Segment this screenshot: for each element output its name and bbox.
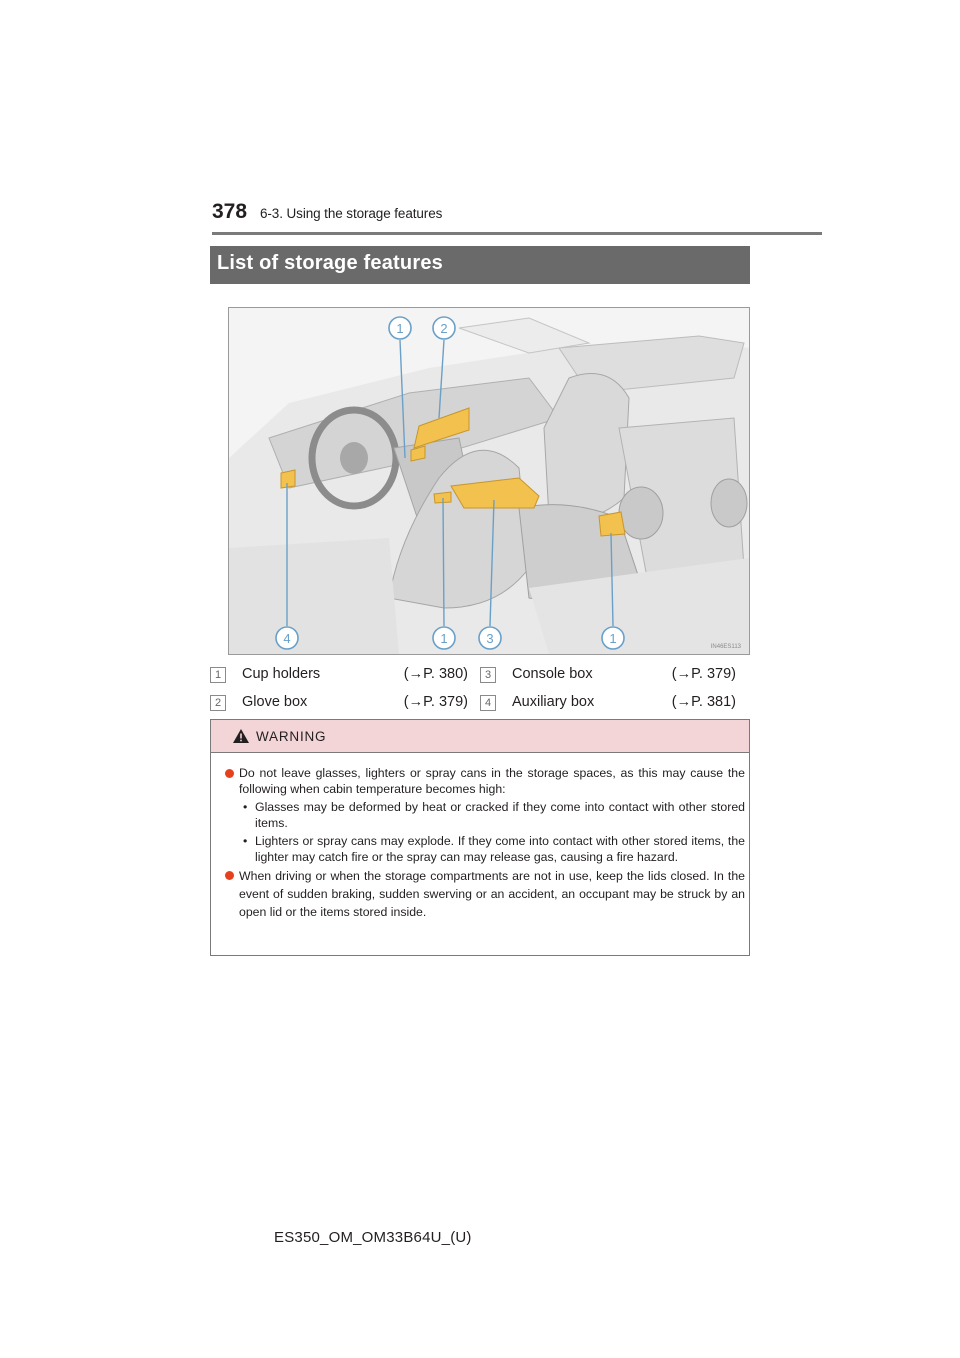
warning-sub-text: Lighters or spray cans may explode. If they come into contact with other stored items, the lighter may catch fire or the spray can may release gas, causing a fire hazard.	[255, 834, 745, 864]
legend-item-auxiliary-box	[480, 692, 736, 714]
legend-name: Glove box	[242, 694, 308, 710]
page-title: List of storage features	[217, 252, 443, 274]
warning-box	[210, 719, 750, 956]
legend-number: 3	[480, 667, 496, 683]
interior-figure	[228, 307, 750, 655]
callout-3-bottom: 3	[486, 631, 494, 646]
warning-sub-text: Glasses may be deformed by heat or cracked if they come into contact with other stored items.	[255, 800, 745, 830]
legend-item-console-box	[480, 664, 736, 686]
image-code: IN46ES113	[710, 644, 741, 650]
section-title: 6-3. Using the storage features	[260, 206, 443, 221]
warning-title: WARNING	[256, 729, 327, 744]
warning-header	[211, 720, 749, 753]
sub-bullet-marker: •	[243, 800, 248, 814]
warning-bullet-text: When driving or when the storage compartments are not in use, keep the lids closed. In the event of sudden braking, sudden swerving or an accident, an occupant may be struck by an open lid or the items stored inside.	[239, 869, 745, 919]
car-interior-illustration	[229, 308, 749, 654]
legend-item-glove-box	[210, 692, 468, 714]
page-number: 378	[212, 200, 248, 223]
legend-number: 2	[210, 695, 226, 711]
footer-code: ES350_OM_OM33B64U_(U)	[274, 1229, 472, 1246]
legend-name: Auxiliary box	[512, 694, 595, 710]
legend-page-ref[interactable]: (→P. 379)	[671, 666, 736, 682]
warning-body	[225, 765, 745, 921]
callout-1-bottom-right: 1	[609, 631, 617, 646]
callout-4-bottom: 4	[283, 631, 291, 646]
warning-sub-item	[225, 833, 745, 865]
callout-1-bottom-left: 1	[440, 631, 448, 646]
callout-1-top: 1	[396, 321, 404, 336]
warning-bullet	[225, 867, 745, 921]
warning-bullet	[225, 765, 745, 797]
callout-2-top: 2	[440, 321, 448, 336]
legend-page-ref[interactable]: (→P. 381)	[671, 694, 736, 710]
warning-triangle-icon	[232, 728, 250, 744]
sub-bullet-marker: •	[243, 834, 248, 848]
legend-number: 1	[210, 667, 226, 683]
legend-item-cup-holders	[210, 664, 468, 686]
bullet-dot-icon	[225, 871, 234, 880]
title-band	[210, 246, 750, 284]
warning-sub-item	[225, 799, 745, 831]
legend-page-ref[interactable]: (→P. 380)	[403, 666, 468, 682]
warning-bullet-text: Do not leave glasses, lighters or spray cans in the storage spaces, as this may cause the following when cabin temperature becomes high:	[239, 766, 745, 796]
legend-number: 4	[480, 695, 496, 711]
legend-page-ref[interactable]: (→P. 379)	[403, 694, 468, 710]
header-rule	[212, 232, 822, 235]
legend-name: Console box	[512, 666, 593, 682]
bullet-dot-icon	[225, 769, 234, 778]
legend-name: Cup holders	[242, 666, 321, 682]
